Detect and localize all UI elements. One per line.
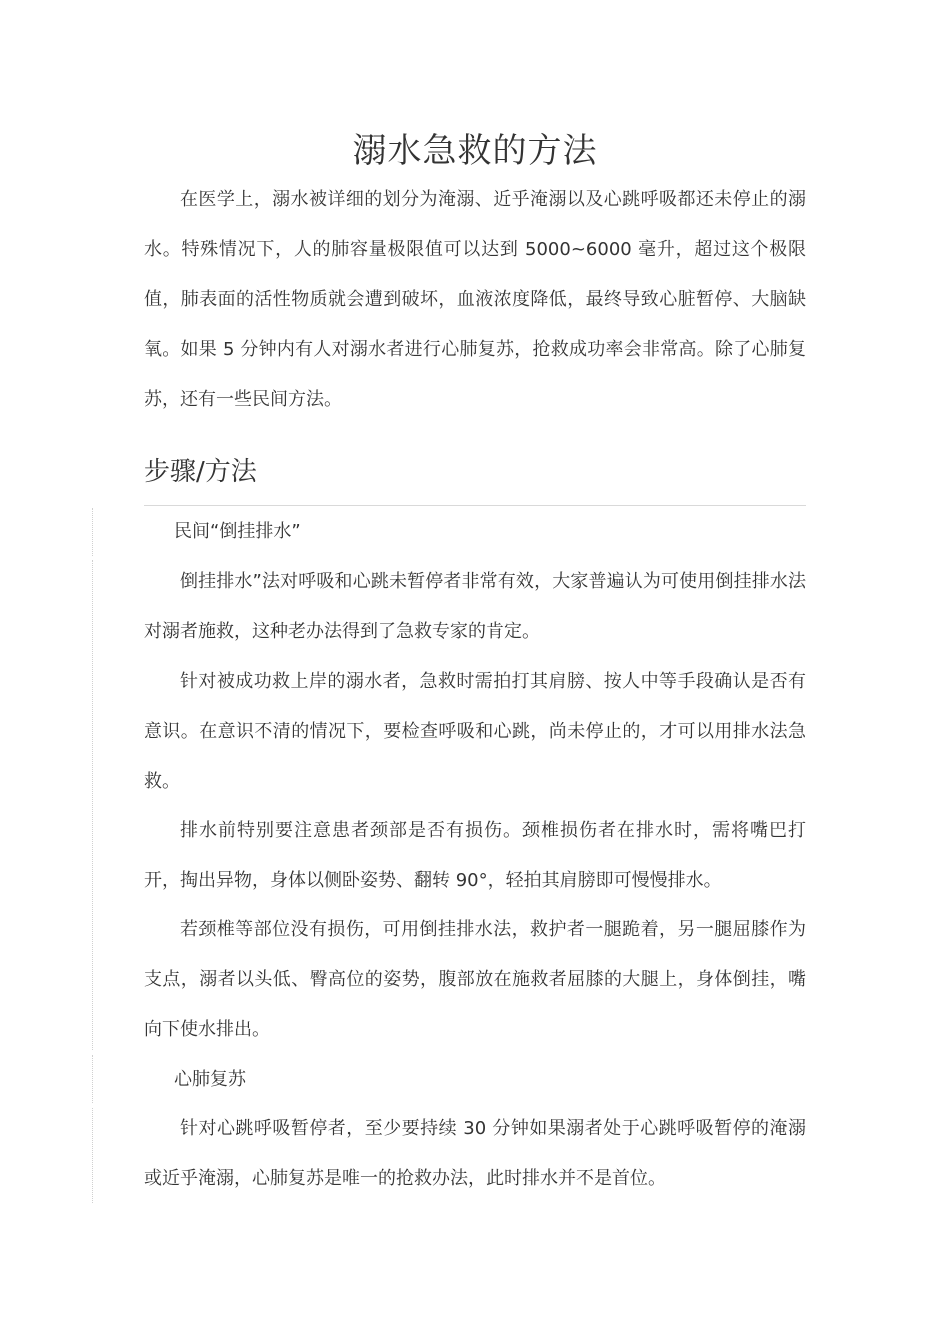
step-paragraph: 针对心跳呼吸暂停者，至少要持续 30 分钟如果溺者处于心跳呼吸暂停的淹溺或近乎淹溺，心肺复苏是唯一的抢救办法，此时排水并不是首位。 bbox=[144, 1118, 806, 1189]
step-paragraph: 若颈椎等部位没有损伤，可用倒挂排水法，救护者一腿跪着，另一腿屈膝作为支点，溺者以头低、臀高位的姿势，腹部放在施救者屈膝的大腿上，身体倒挂，嘴向下使水排出。 bbox=[144, 919, 806, 1040]
intro-paragraph: 在医学上，溺水被详细的划分为淹溺、近乎淹溺以及心跳呼吸都还未停止的溺水。特殊情况下，人的肺容量极限值可以达到 5000~6000 毫升，超过这个极限值，肺表面的活性物质就会遭到破坏，血液浓度降低，最终导致心脏暂停、大脑缺氧。如果 5 分钟内有人对溺水者进行心肺复苏，抢救成功率会非常高。除了心肺复苏，还有一些民间方法。 bbox=[144, 189, 806, 410]
step-marker bbox=[92, 508, 93, 556]
step-content-marker bbox=[92, 560, 93, 1050]
step-heading-cpr: 心肺复苏 bbox=[174, 1069, 246, 1090]
section-divider bbox=[144, 505, 806, 506]
step-heading-folk-method: 民间“倒挂排水” bbox=[174, 521, 301, 542]
step-content-marker bbox=[92, 1108, 93, 1203]
step-marker bbox=[92, 1055, 93, 1103]
step-paragraph: 排水前特别要注意患者颈部是否有损伤。颈椎损伤者在排水时，需将嘴巴打开，掏出异物，身体以侧卧姿势、翻转 90°，轻拍其肩膀即可慢慢排水。 bbox=[144, 820, 806, 891]
document-title: 溺水急救的方法 bbox=[352, 131, 598, 171]
step-paragraph: 倒挂排水”法对呼吸和心跳未暂停者非常有效，大家普遍认为可使用倒挂排水法对溺者施救，这种老办法得到了急救专家的肯定。 bbox=[144, 571, 806, 642]
step-paragraph: 针对被成功救上岸的溺水者，急救时需拍打其肩膀、按人中等手段确认是否有意识。在意识不清的情况下，要检查呼吸和心跳，尚未停止的，才可以用排水法急救。 bbox=[144, 671, 806, 792]
section-heading: 步骤/方法 bbox=[144, 457, 257, 487]
